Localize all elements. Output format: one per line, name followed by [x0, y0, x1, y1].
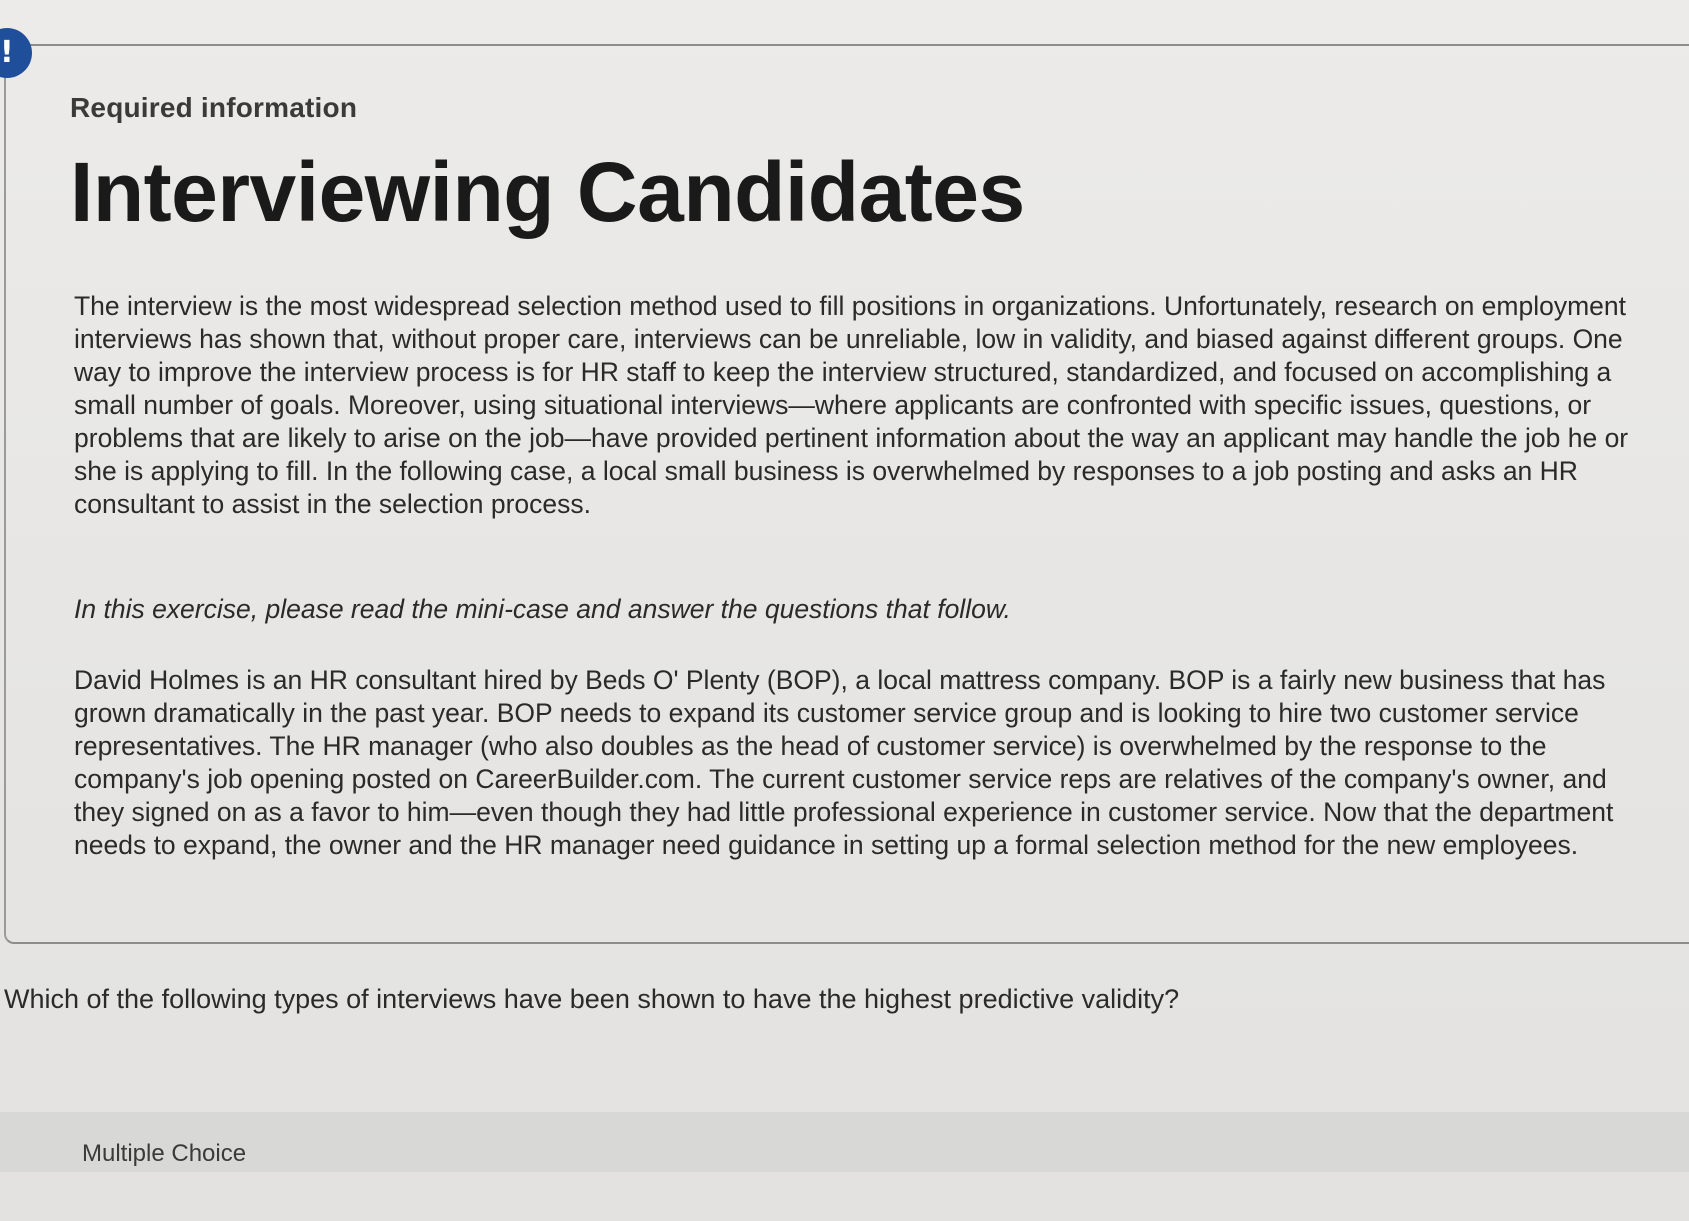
- question-type-label: Multiple Choice: [82, 1140, 247, 1167]
- mini-case-paragraph: David Holmes is an HR consultant hired by Beds O' Plenty (BOP), a local mattress company. BOP is a fairly new business that has grown dramatically in the past year. BOP needs to expand its customer service group and is looking to hire two customer service representatives. The HR manager (who also doubles as the head of customer service) is overwhelmed by the response to the company's job opening posted on CareerBuilder.com. The current customer service reps are relatives of the company's owner, and they signed on as a favor to him—even though they had little professional experience in customer service. Now that the department needs to expand, the owner and the HR manager need guidance in setting up a formal selection method for the new employees.: [74, 665, 1614, 860]
- required-information-label: Required information: [70, 92, 358, 123]
- multiple-choice-header-bar: [0, 1112, 1689, 1172]
- instruction-text: In this exercise, please read the mini-case and answer the questions that follow.: [74, 594, 1011, 624]
- page-title: Interviewing Candidates: [70, 145, 1025, 239]
- alert-glyph: !: [0, 35, 14, 70]
- intro-paragraph: The interview is the most widespread selection method used to fill positions in organizations. Unfortunately, research on employment interviews has shown that, without proper care, interviews can be unreliable, low in validity, and biased against different groups. One way to improve the interview process is for HR staff to keep the interview structured, standardized, and focused on accomplishing a small number of goals. Moreover, using situational interviews—where applicants are confronted with specific issues, questions, or problems that are likely to arise on the job—have provided pertinent information about the way an applicant may handle the job he or she is applying to fill. In the following case, a local small business is overwhelmed by responses to a job posting and asks an HR consultant to assist in the selection process.: [74, 291, 1629, 519]
- question-text: Which of the following types of interviews have been shown to have the highest predictive validity?: [4, 984, 1180, 1014]
